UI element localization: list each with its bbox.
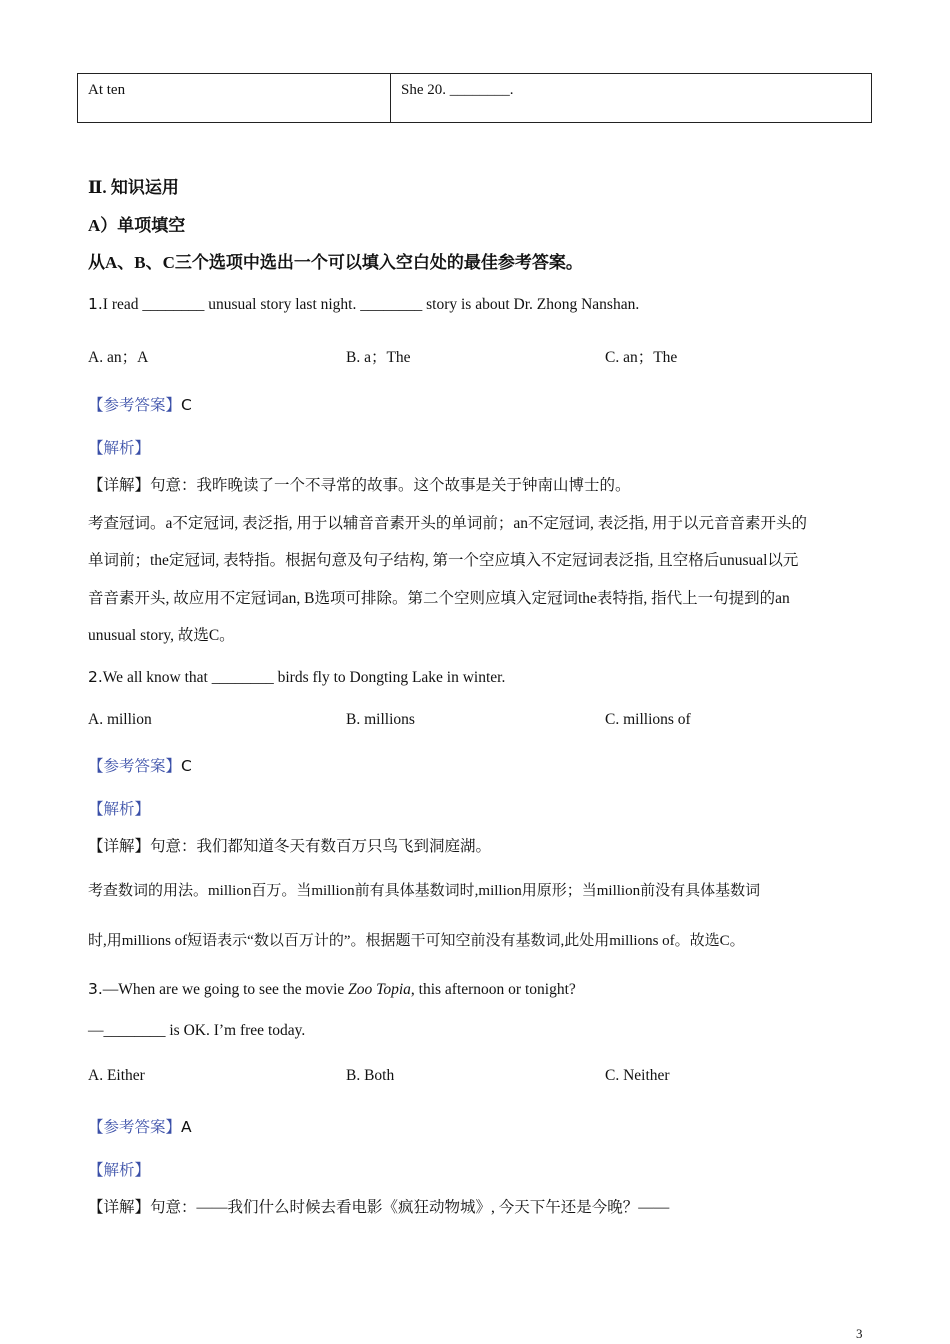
answer-line (88, 1115, 192, 1137)
section-subtitle: A）单项填空 (88, 216, 186, 235)
table-cell-left: At ten (78, 74, 391, 123)
option-b: B. millions (346, 711, 415, 728)
option-b: B. Both (346, 1067, 395, 1084)
answer-line (88, 754, 192, 776)
explanation-line: 考查数词的用法。million百万。当million前有具体基数词时,million用原形；当million前没有具体基数词 (88, 883, 761, 899)
question-number: 3. (88, 980, 103, 998)
option-c: C. an；The (605, 349, 678, 366)
answer-value: C (181, 396, 192, 414)
section-instruction: 从A、B、C三个选项中选出一个可以填入空白处的最佳参考答案。 (88, 253, 583, 272)
detail-line: 【详解】句意：我昨晚读了一个不寻常的故事。这个故事是关于钟南山博士的。 (88, 477, 631, 494)
question-1 (88, 295, 639, 314)
answer-label: 【参考答案】 (88, 1119, 182, 1136)
detail-line: 【详解】句意：我们都知道冬天有数百万只鸟飞到洞庭湖。 (88, 838, 492, 855)
option-a: A. an；A (88, 349, 149, 366)
explanation-line: 单词前；the定冠词, 表特指。根据句意及句子结构, 第一个空应填入不定冠词表泛指, 且空格后unusual以元 (88, 552, 799, 569)
table-row (78, 74, 872, 123)
explanation-line: 音音素开头, 故应用不定冠词an, B选项可排除。第二个空则应填入定冠词the表特指, 指代上一句提到的an (88, 590, 790, 607)
option-a: A. million (88, 711, 152, 728)
analysis-label: 【解析】 (88, 1162, 151, 1179)
explanation-line: unusual story, 故选C。 (88, 627, 235, 644)
question-text: —When are we going to see the movie (102, 981, 349, 998)
option-c: C. Neither (605, 1067, 670, 1084)
question-number: 1. (88, 295, 103, 313)
option-b: B. a；The (346, 349, 411, 366)
answer-value: C (181, 757, 192, 775)
analysis-label: 【解析】 (88, 801, 151, 818)
question-3 (88, 980, 576, 999)
detail-line: 【详解】句意：——我们什么时候去看电影《疯狂动物城》, 今天下午还是今晚？—— (88, 1199, 670, 1216)
question-text-end: , this afternoon or tonight? (410, 981, 576, 998)
question-text: We all know that ________ birds fly to Dongting Lake in winter. (102, 669, 506, 686)
page-number: 3 (856, 1326, 863, 1341)
answer-label: 【参考答案】 (88, 758, 182, 775)
question-number: 2. (88, 668, 103, 686)
explanation-line: 时,用millions of短语表示“数以百万计的”。根据题干可知空前没有基数词,此处用millions of。故选C。 (88, 933, 745, 949)
option-a: A. Either (88, 1067, 145, 1084)
answer-label: 【参考答案】 (88, 397, 182, 414)
answer-line (88, 393, 192, 415)
explanation-line: 考查冠词。a不定冠词, 表泛指, 用于以辅音音素开头的单词前；an不定冠词, 表泛指, 用于以元音音素开头的 (88, 515, 808, 532)
option-c: C. millions of (605, 711, 691, 728)
question-2 (88, 668, 505, 687)
movie-title: Zoo Topia (348, 981, 411, 998)
section-title: Ⅱ. 知识运用 (88, 178, 179, 197)
question-3-reply: —________ is OK. I’m free today. (88, 1022, 306, 1039)
answer-table (77, 73, 872, 123)
question-text: I read ________ unusual story last night. ________ story is about Dr. Zhong Nanshan. (102, 296, 640, 313)
table-cell-right: She 20. ________. (391, 74, 872, 123)
analysis-label: 【解析】 (88, 440, 151, 457)
answer-value: A (181, 1118, 192, 1136)
